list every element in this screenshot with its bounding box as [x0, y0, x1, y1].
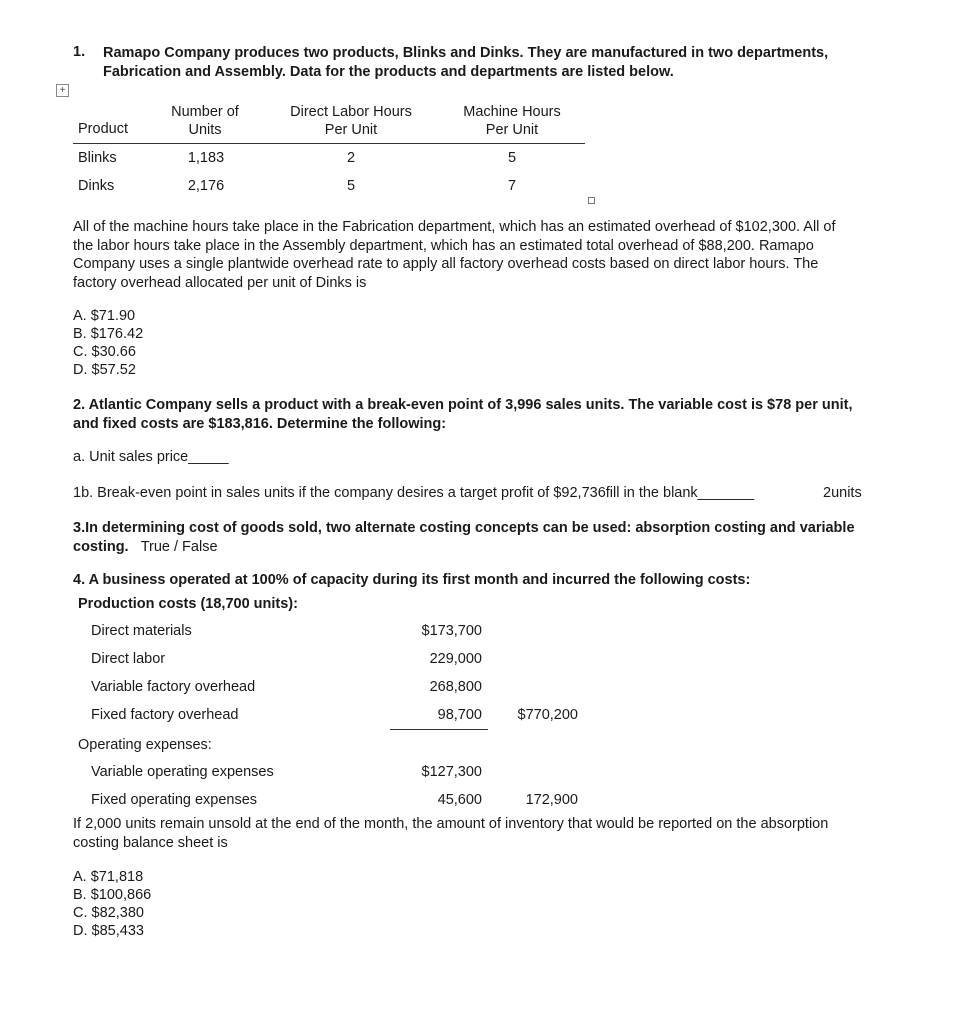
row-blinks-dlh: 2 [346, 150, 356, 166]
expense-row-label: Variable operating expenses [91, 764, 274, 780]
question-4-prompt: 4. A business operated at 100% of capacity during its first month and incurred the following costs: [73, 572, 751, 588]
expense-row-total: 172,900 [525, 792, 578, 808]
cost-row-amount: 229,000 [429, 651, 482, 667]
q1-option-d[interactable]: D. $57.52 [73, 362, 136, 378]
production-costs-header: Production costs (18,700 units): [78, 596, 298, 612]
row-dinks-product: Dinks [78, 178, 115, 194]
subtotal-rule [390, 729, 488, 730]
expense-row-amount: 45,600 [437, 792, 482, 808]
header-dlh-line1: Direct Labor Hours [290, 104, 412, 120]
q1-option-a[interactable]: A. $71.90 [73, 308, 136, 324]
row-blinks-product: Blinks [78, 150, 117, 166]
header-units-line1: Number of [171, 104, 239, 120]
question-2-part-b-suffix: 2units [823, 485, 862, 501]
header-direct-labor-hours [280, 103, 422, 139]
cost-row-label: Fixed factory overhead [91, 707, 239, 723]
q4-option-a[interactable]: A. $71,818 [73, 869, 144, 885]
q4-option-c[interactable]: C. $82,380 [73, 905, 144, 921]
q1-option-c[interactable]: C. $30.66 [73, 344, 136, 360]
header-units-line2: Units [188, 122, 222, 138]
q1-option-b[interactable]: B. $176.42 [73, 326, 144, 342]
q4-option-b[interactable]: B. $100,866 [73, 887, 152, 903]
expense-row-label: Fixed operating expenses [91, 792, 258, 808]
cost-row-total: $770,200 [517, 707, 578, 723]
q4-option-d[interactable]: D. $85,433 [73, 923, 144, 939]
header-units [160, 103, 250, 139]
question-2-part-a[interactable]: a. Unit sales price_____ [73, 449, 229, 465]
question-2-prompt: 2. Atlantic Company sells a product with a break-even point of 3,996 sales units. The variable cost is $78 per unit, and fixed costs are $183,816. Determine the following: [73, 397, 853, 432]
question-3 [73, 519, 873, 556]
row-blinks-units: 1,183 [187, 150, 225, 166]
header-mh-line2: Per Unit [485, 122, 539, 138]
question-1-number: 1. [73, 44, 86, 60]
question-1-prompt: Ramapo Company produces two products, Blinks and Dinks. They are manufactured in two departments, Fabrication and Assembly. Data for the products and departments are listed below. [103, 45, 829, 80]
question-3-prompt: 3.In determining cost of goods sold, two alternate costing concepts can be used: absorption costing and variable costing. [73, 520, 855, 555]
table-resize-handle-icon[interactable] [588, 197, 595, 204]
expense-row-amount: $127,300 [421, 764, 482, 780]
row-dinks-units: 2,176 [187, 178, 225, 194]
row-dinks-mh: 7 [507, 178, 517, 194]
table-header-rule [73, 143, 585, 144]
table-move-handle-icon[interactable]: + [56, 84, 69, 97]
question-3-answer-choice[interactable]: True / False [140, 538, 218, 555]
cost-row-label: Direct labor [91, 651, 166, 667]
header-mh-line1: Machine Hours [463, 104, 561, 120]
cost-row-amount: $173,700 [421, 623, 482, 639]
cost-row-label: Direct materials [91, 623, 192, 639]
cost-row-amount: 268,800 [429, 679, 482, 695]
question-2-part-b[interactable]: 1b. Break-even point in sales units if the company desires a target profit of $92,736fill in the blank_______ [73, 485, 755, 501]
header-dlh-line2: Per Unit [324, 122, 378, 138]
cost-row-label: Variable factory overhead [91, 679, 256, 695]
header-product: Product [78, 121, 128, 137]
row-blinks-mh: 5 [507, 150, 517, 166]
header-machine-hours [450, 103, 574, 139]
cost-row-amount: 98,700 [437, 707, 482, 723]
row-dinks-dlh: 5 [346, 178, 356, 194]
operating-expenses-header: Operating expenses: [78, 737, 212, 753]
question-4-question: If 2,000 units remain unsold at the end of the month, the amount of inventory that would be reported on the absorption costing balance sheet is [73, 816, 829, 851]
question-1-body: All of the machine hours take place in the Fabrication department, which has an estimated overhead of $102,300. All of the labor hours take place in the Assembly department, which has an estimated total overhead of $88,200. Ramapo Company uses a single plantwide overhead rate to apply all factory overhead costs based on direct labor hours. The factory overhead allocated per unit of Dinks is [73, 219, 836, 291]
